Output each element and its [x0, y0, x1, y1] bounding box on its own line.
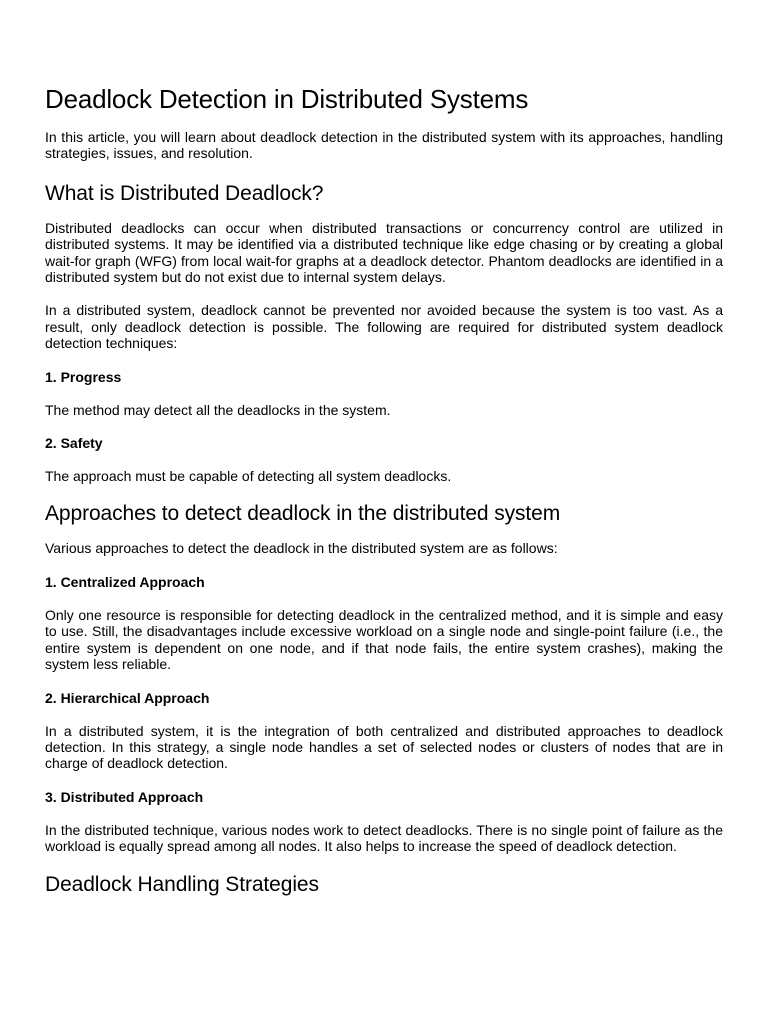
subheading-distributed-approach: 3. Distributed Approach: [45, 788, 204, 805]
subheading-centralized-approach: 1. Centralized Approach: [45, 573, 205, 590]
subheading-progress: 1. Progress: [45, 368, 122, 385]
section-heading-what-is-distributed-deadlock: What is Distributed Deadlock?: [45, 181, 324, 205]
paragraph: Various approaches to detect the deadlock in the distributed system are as follows:: [45, 540, 558, 557]
paragraph: In a distributed system, it is the integration of both centralized and distributed approaches to deadlock detection. In this strategy, a single node handles a set of selected nodes or clusters of nodes that are in charge of deadlock detection.: [45, 722, 723, 772]
paragraph: Distributed deadlocks can occur when distributed transactions or concurrency control are utilized in distributed systems. It may be identified via a distributed technique like edge chasing or by creating a global wait-for graph (WFG) from local wait-for graphs at a deadlock detector. Phantom deadlocks are identified in a distributed system but do not exist due to internal system delays.: [45, 219, 723, 286]
section-heading-approaches: Approaches to detect deadlock in the distributed system: [45, 502, 561, 526]
paragraph: The method may detect all the deadlocks in the system.: [45, 401, 391, 418]
paragraph: In the distributed technique, various nodes work to detect deadlocks. There is no single point of failure as the workload is equally spread among all nodes. It also helps to increase the speed of deadlock detection.: [45, 821, 723, 855]
subheading-safety: 2. Safety: [45, 435, 103, 452]
paragraph: Only one resource is responsible for detecting deadlock in the centralized method, and it is simple and easy to use. Still, the disadvantages include excessive workload on a single node and single-point failure (i.e., the entire system is dependent on one node, and if that node fails, the entire system crashes), making the system less reliable.: [45, 606, 723, 673]
section-heading-deadlock-handling-strategies: Deadlock Handling Strategies: [45, 872, 319, 896]
page-title: Deadlock Detection in Distributed Systems: [45, 84, 529, 114]
subheading-hierarchical-approach: 2. Hierarchical Approach: [45, 689, 210, 706]
paragraph: The approach must be capable of detecting all system deadlocks.: [45, 468, 452, 485]
paragraph: In a distributed system, deadlock cannot be prevented nor avoided because the system is too vast. As a result, only deadlock detection is possible. The following are required for distributed system deadlock detection techniques:: [45, 302, 723, 352]
intro-paragraph: In this article, you will learn about deadlock detection in the distributed system with its approaches, handling strategies, issues, and resolution.: [45, 129, 723, 162]
